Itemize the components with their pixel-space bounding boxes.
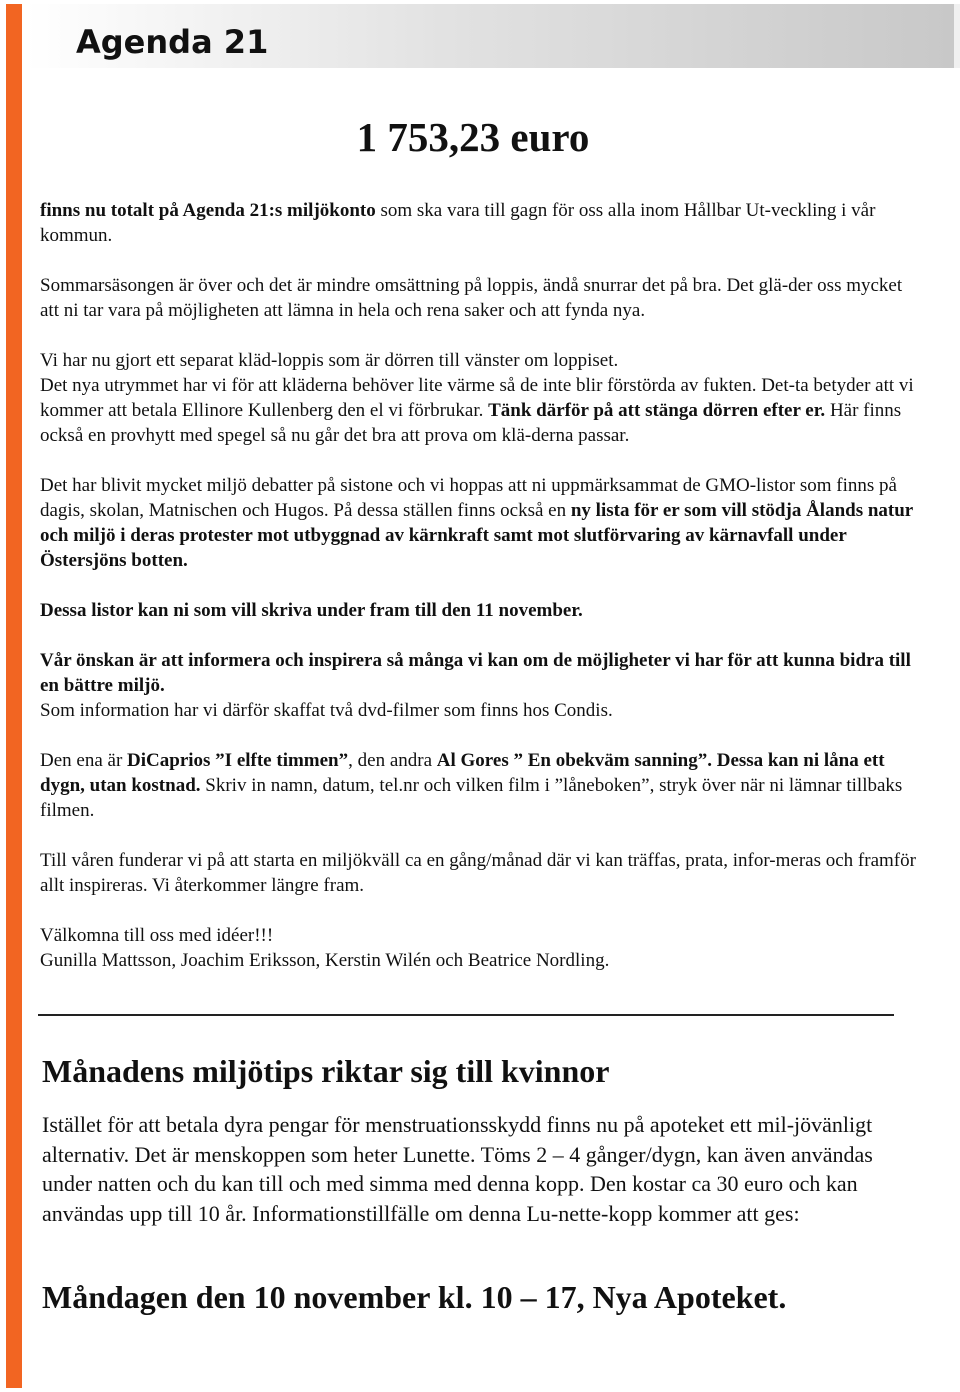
- welcome-line: Välkomna till oss med idéer!!!: [40, 925, 274, 946]
- wish-bold: Vår önskan är att informera och inspirera så många vi kan om de möjligheter vi har för att kunna bidra till en bättre miljö.: [40, 650, 911, 696]
- paragraph-lists: [40, 473, 920, 573]
- header-banner: [26, 4, 960, 68]
- page-title: Agenda 21: [76, 23, 269, 61]
- paragraph-spring: Till våren funderar vi på att starta en miljökväll ca en gång/månad där vi kan träffas, prata, infor-meras och framför allt inspireras. Vi återkommer längre fram.: [40, 850, 916, 896]
- account-text: som ska vara till gagn för oss alla inom Hållbar Ut-veckling i vår kommun.: [40, 200, 876, 246]
- dvd-info: Som information har vi därför skaffat två dvd-filmer som finns hos Condis.: [40, 700, 613, 721]
- tips-body: Istället för att betala dyra pengar för menstruationsskydd finns nu på apoteket ett mil-jövänligt alternativ. Det är menskoppen som heter Lunette. Töms 2 – 4 gånger/dygn, kan även användas under natten och du kan till och med simma med denna kopp. Den kostar ca 30 euro och kan användas upp till 10 år. Informationstillfälle om denna Lu-nette-kopp kommer att ges:: [42, 1112, 873, 1226]
- film-al-gore: Al Gores ” En obekväm sanning”. Dessa kan ni låna ett dygn, utan kostnad.: [40, 750, 885, 796]
- films-text-1: Den ena är: [40, 750, 128, 771]
- paragraph-deadline: [40, 598, 920, 623]
- orange-side-bar: [6, 4, 22, 1388]
- films-text-2: , den andra: [348, 750, 437, 771]
- lists-text: Det har blivit mycket miljö debatter på sistone och vi hoppas att ni uppmärksammat de GMO-listor som finns på dagis, skolan, Matnischen och Hugos. På dessa ställen finns också en: [40, 475, 897, 521]
- section-divider: [38, 1014, 894, 1016]
- paragraph-clothes-loppis: [40, 348, 920, 448]
- newsletter-body: [40, 198, 920, 998]
- aland-list-bold: ny lista för er som vill stödja Ålands natur och miljö i deras protester mot utbyggnad av kärnkraft samt mot slutförvaring av kärnavfall under Östersjöns botten.: [40, 500, 913, 571]
- account-amount: 1 753,23 euro: [356, 114, 590, 160]
- close-door-notice: Tänk därför på att stänga dörren efter er.: [488, 400, 826, 421]
- paragraph-signoff: [40, 923, 920, 973]
- fitting-room-text: Här finns också en provhytt med spegel så nu går det bra att prova om klä-derna passar.: [40, 400, 902, 446]
- film-dicaprio: DiCaprios ”I elfte timmen”: [127, 750, 349, 771]
- paragraph-wish: [40, 648, 920, 723]
- signatures: Gunilla Mattsson, Joachim Eriksson, Kerstin Wilén och Beatrice Nordling.: [40, 950, 610, 971]
- tips-heading: Månadens miljötips riktar sig till kvinnor: [42, 1053, 610, 1089]
- paragraph-films: [40, 748, 920, 823]
- clothes-intro: Vi har nu gjort ett separat kläd-loppis som är dörren till vänster om loppiset.: [40, 350, 619, 371]
- deadline-bold: Dessa listor kan ni som vill skriva under fram till den 11 november.: [40, 600, 583, 621]
- paragraph-summer: Sommarsäsongen är över och det är mindre omsättning på loppis, ändå snurrar det på bra. Det glä-der oss mycket att ni tar vara på möjligheten att lämna in hela och rena saker och att fynda nya.: [40, 275, 903, 321]
- paragraph-account: [40, 198, 920, 248]
- tips-event: Måndagen den 10 november kl. 10 – 17, Nya Apoteket.: [42, 1279, 787, 1315]
- films-text-3: Skriv in namn, datum, tel.nr och vilken film i ”låneboken”, stryk över när ni lämnar tillbaks filmen.: [40, 775, 903, 821]
- account-bold: finns nu totalt på Agenda 21:s miljökonto: [40, 200, 376, 221]
- clothes-text: Det nya utrymmet har vi för att kläderna behöver lite värme så de inte blir förstörda av fukten. Det-ta betyder att vi kommer att betala Ellinore Kullenberg den el vi förbrukar.: [40, 375, 914, 421]
